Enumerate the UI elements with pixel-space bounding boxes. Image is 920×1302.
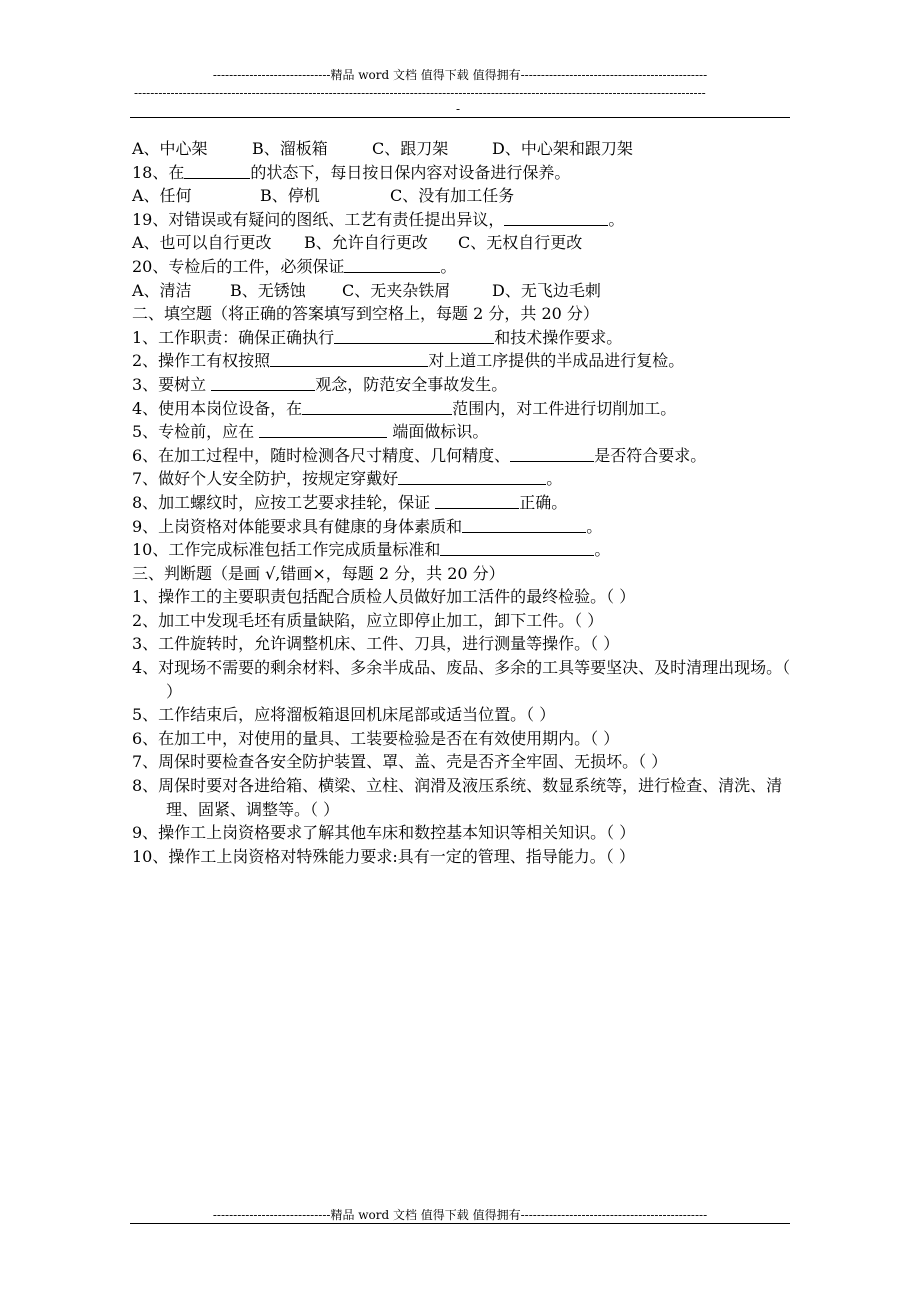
fill-2: 2、操作工有权按照 对上道工序提供的半成品进行复检。 — [132, 351, 685, 371]
blank — [435, 492, 519, 509]
question-19: 19、对错误或有疑问的图纸、工艺有责任提出异议， 。 — [132, 209, 625, 229]
fill-8: 8、加工螺纹时，应按工艺要求挂轮，保证 正确。 — [132, 492, 568, 512]
judge-5: 5、工作结束后，应将溜板箱退回机床尾部或适当位置。（ ） — [132, 705, 556, 725]
blank — [344, 256, 440, 273]
judge-4: 4、对现场不需要的剩余材料、多余半成品、废品、多余的工具等要坚决、及时清理出现场。（ ） — [132, 658, 791, 701]
blank — [184, 162, 250, 179]
fill-4: 4、使用本岗位设备，在 范围内，对工件进行切削加工。 — [132, 398, 677, 418]
header-rule — [130, 117, 790, 118]
blank — [259, 421, 387, 438]
judge-2: 2、加工中发现毛坯有质量缺陷，应立即停止加工，卸下工件。（ ） — [132, 610, 604, 630]
judge-3: 3、工件旋转时，允许调整机床、工件、刀具，进行测量等操作。（ ） — [132, 634, 620, 654]
q20-options: A、清洁 B、无锈蚀 C、无夹杂铁屑 D、无飞边毛刺 — [132, 280, 601, 300]
blank — [504, 209, 608, 226]
page-header: -----------------------------精品 word 文档 值得下载 值得拥有---------------------------------------------- — [212, 68, 708, 82]
fill-1: 1、工作职责：确保正确执行 和技术操作要求。 — [132, 327, 623, 347]
judge-6: 6、在加工中，对使用的量具、工装要检验是否在有效使用期内。（ ） — [132, 728, 620, 748]
fill-9: 9、上岗资格对体能要求具有健康的身体素质和 。 — [132, 516, 603, 536]
blank — [510, 445, 594, 462]
blank — [302, 398, 452, 415]
q19-options: A、也可以自行更改 B、允许自行更改 C、无权自行更改 — [132, 233, 583, 253]
page-footer: -----------------------------精品 word 文档 值得下载 值得拥有---------------------------------------------- — [212, 1208, 708, 1222]
judge-10: 10、操作工上岗资格对特殊能力要求:具有一定的管理、指导能力。（ ） — [132, 846, 635, 866]
q17-options: A、中心架 B、溜板箱 C、跟刀架 D、中心架和跟刀架 — [132, 139, 633, 158]
blank — [211, 374, 315, 391]
judge-8: 8、周保时要对各进给箱、横梁、立柱、润滑及液压系统、数显系统等，进行检查、清洗、清理、固紧、调整等。（ ） — [132, 776, 783, 819]
blank — [440, 539, 594, 556]
judge-9: 9、操作工上岗资格要求了解其他车床和数控基本知识等相关知识。（ ） — [132, 823, 636, 843]
q18-options: A、任何 B、停机 C、没有加工任务 — [132, 186, 515, 206]
question-20: 20、专检后的工件，必须保证 。 — [132, 256, 457, 276]
header-dash-tail: - — [456, 102, 461, 116]
section-2-title: 二、填空题（将正确的答案填写到空格上，每题 2 分，共 20 分） — [132, 304, 599, 324]
fill-7: 7、做好个人安全防护，按规定穿戴好 。 — [132, 469, 563, 489]
judge-7: 7、周保时要检查各安全防护装置、罩、盖、壳是否齐全牢固、无损坏。（ ） — [132, 752, 668, 772]
fill-6: 6、在加工过程中，随时检测各尺寸精度、几何精度、 是否符合要求。 — [132, 445, 707, 465]
fill-5: 5、专检前，应在 端面做标识。 — [132, 422, 489, 442]
document-body — [132, 137, 792, 868]
footer-rule — [130, 1223, 790, 1224]
question-18: 18、在 的状态下，每日按日保内容对设备进行保养。 — [132, 162, 571, 182]
fill-10: 10、工作完成标准包括工作完成质量标准和 。 — [132, 540, 611, 560]
blank — [462, 516, 586, 533]
section-3-title: 三、判断题（是画 √,错画×，每题 2 分，共 20 分） — [132, 563, 505, 583]
header-dashed-line: --------------------------------------------------------------------------------------------------------------------------------------------- — [134, 86, 706, 100]
fill-3: 3、要树立 观念，防范安全事故发生。 — [132, 374, 508, 394]
judge-1: 1、操作工的主要职责包括配合质检人员做好加工活件的最终检验。（ ） — [132, 587, 636, 607]
blank — [334, 327, 494, 344]
blank — [270, 350, 428, 367]
blank — [398, 468, 546, 485]
